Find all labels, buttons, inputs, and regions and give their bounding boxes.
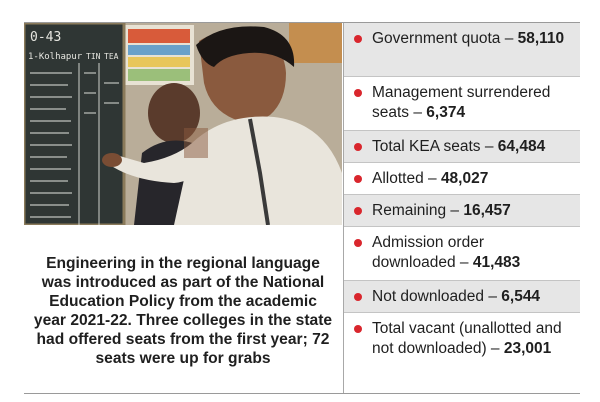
stat-row: Total vacant (unallotted and not downloaded) – 23,001 [344, 313, 580, 389]
stat-value: 23,001 [503, 340, 552, 357]
caption-text: Engineering in the regional language was introduced as part of the National Education Policy from the academic year 2021-22. Three colleges in the state had offered seats from the first year; 72 seats were up for grabs [33, 254, 333, 367]
bullet-icon [354, 35, 362, 43]
board-text-1: 0-43 [30, 30, 62, 45]
bullet-icon [354, 143, 362, 151]
bullet-icon [354, 89, 362, 97]
stat-row: Admission order downloaded – 41,483 [344, 227, 580, 281]
board-text-2: 1-Kolhapur [28, 52, 83, 62]
bullet-icon [354, 325, 362, 333]
stat-value: 64,484 [497, 138, 546, 155]
infographic-frame [24, 22, 580, 394]
stat-row: Management surrendered seats – 6,374 [344, 77, 580, 131]
bullet-icon [354, 239, 362, 247]
stat-value: 6,374 [426, 104, 466, 121]
stat-row: Not downloaded – 6,544 [344, 281, 580, 313]
stat-row: Remaining – 16,457 [344, 195, 580, 227]
stat-value: 16,457 [463, 202, 511, 219]
stat-label: Admission order downloaded [372, 234, 484, 271]
bullet-icon [354, 175, 362, 183]
seat-statistics-list [344, 23, 580, 389]
stat-row: Government quota – 58,110 [344, 23, 580, 77]
stat-label: Government quota [372, 30, 501, 47]
stat-label: Remaining [372, 202, 447, 219]
stat-label: Total KEA seats [372, 138, 481, 155]
photo-caption [24, 228, 342, 393]
bullet-icon [354, 207, 362, 215]
stat-label: Not downloaded [372, 288, 485, 305]
stat-value: 58,110 [517, 30, 565, 47]
bullet-icon [354, 293, 362, 301]
stat-label: Allotted [372, 170, 424, 187]
board-text-4: TEA [104, 52, 119, 61]
stat-value: 6,544 [501, 288, 541, 305]
stat-label: Total vacant (unallotted and not downloaded) [372, 320, 562, 357]
students-photo [24, 23, 342, 225]
stat-label: Management surrendered seats [372, 84, 551, 121]
stat-row: Total KEA seats – 64,484 [344, 131, 580, 163]
photo-illustration [24, 23, 342, 225]
stat-row: Allotted – 48,027 [344, 163, 580, 195]
board-text-3: TIN [86, 52, 101, 61]
stat-value: 48,027 [440, 170, 489, 187]
stat-value: 41,483 [472, 254, 521, 271]
